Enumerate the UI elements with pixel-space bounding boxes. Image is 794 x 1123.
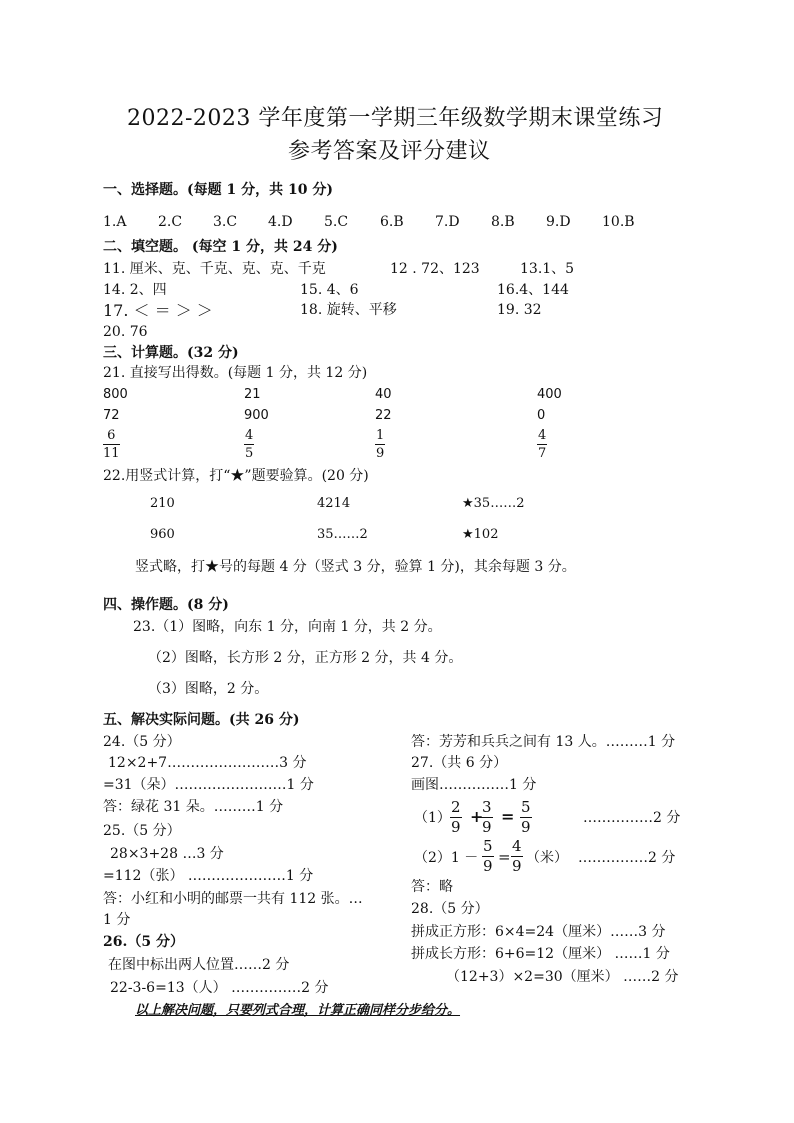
q27-fraction-3-9: 3 9 xyxy=(482,798,492,836)
q27-unit: （米） xyxy=(526,850,568,866)
q25-answer: 答：小红和小明的邮票一共有 112 张。… xyxy=(103,891,363,907)
q25-step-1: 28×3+28 …3 分 xyxy=(110,846,224,862)
q27-part-1-score: ……………2 分 xyxy=(583,810,681,826)
q21-fraction-2: 4 5 xyxy=(245,428,254,461)
section-2-heading: 二、填空题。 (每空 1 分，共 24 分) xyxy=(103,239,338,255)
q25: 25.（5 分） xyxy=(103,823,181,839)
q15: 15. 4、6 xyxy=(300,282,359,298)
answer-9: 9.D xyxy=(546,214,571,230)
q27-fraction-4-9: 4 9 xyxy=(512,837,522,875)
q28: 28.（5 分） xyxy=(411,901,489,917)
q24-step-2: =31（朵）……………………1 分 xyxy=(103,777,314,793)
q18: 18. 旋转、平移 xyxy=(300,302,397,318)
answer-1: 1.A xyxy=(103,214,127,230)
q19: 19. 32 xyxy=(497,302,542,318)
q27-equals-2: = xyxy=(498,848,511,866)
section-5-heading: 五、解决实际问题。(共 26 分) xyxy=(103,712,300,728)
q21-r1-c2: 21 xyxy=(244,387,261,402)
answer-10: 10.B xyxy=(602,214,635,230)
q13: 13.1、5 xyxy=(520,261,575,277)
q27-drawing: 画图……………1 分 xyxy=(411,777,537,793)
q22: 22.用竖式计算，打“★”题要验算。(20 分) xyxy=(103,468,369,484)
answer-2: 2.C xyxy=(158,214,183,230)
q21-r2-c1: 72 xyxy=(103,408,120,423)
q28-step-1: 拼成正方形：6×4=24（厘米）……3 分 xyxy=(411,924,666,940)
q21-r1-c3: 40 xyxy=(375,387,392,402)
section-1-heading: 一、选择题。(每题 1 分，共 10 分) xyxy=(103,182,333,198)
q27-part-2-label: （2）1 － xyxy=(414,850,479,866)
q27-fraction-5-9-b: 5 9 xyxy=(483,837,493,875)
answer-7: 7.D xyxy=(435,214,460,230)
q25-step-2: =112（张） …………………1 分 xyxy=(103,868,314,884)
q22-r1-c3: ★35……2 xyxy=(462,496,525,511)
q22-r1-c1: 210 xyxy=(150,496,175,511)
q21: 21. 直接写出得数。(每题 1 分，共 12 分) xyxy=(103,365,368,381)
q16: 16.4、144 xyxy=(497,282,569,298)
q28-step-2: 拼成长方形：6+6=12（厘米） ……1 分 xyxy=(411,946,670,962)
q24-answer: 答：绿花 31 朵。………1 分 xyxy=(103,799,284,815)
page-subtitle: 参考答案及评分建议 xyxy=(288,139,491,164)
q24-step-1: 12×2+7……………………3 分 xyxy=(108,755,307,771)
q27-part-1-label: （1） xyxy=(414,810,451,826)
answer-6: 6.B xyxy=(380,214,404,230)
q23-1: 23.（1）图略，向东 1 分，向南 1 分，共 2 分。 xyxy=(133,619,442,635)
q21-fraction-4: 4 7 xyxy=(538,428,547,461)
q21-r2-c2: 900 xyxy=(244,408,269,423)
q26: 26.（5 分） xyxy=(103,934,184,950)
q27-equals-1: = xyxy=(501,807,515,826)
q23-3: （3）图略，2 分。 xyxy=(148,681,269,697)
section-3-heading: 三、计算题。(32 分) xyxy=(103,345,239,361)
q22-r2-c1: 960 xyxy=(150,527,175,542)
q17: 17. ＜ ＝ ＞ ＞ xyxy=(103,301,213,320)
q24: 24.（5 分） xyxy=(103,734,181,750)
q27-answer: 答：略 xyxy=(411,879,453,895)
q22-note: 竖式略，打★号的每题 4 分（竖式 3 分，验算 1 分)，其余每题 3 分。 xyxy=(135,559,576,575)
q26-step-1: 在图中标出两人位置……2 分 xyxy=(108,957,290,973)
answer-5: 5.C xyxy=(324,214,349,230)
section-4-heading: 四、操作题。(8 分) xyxy=(103,597,229,613)
q22-r1-c2: 4214 xyxy=(317,496,351,511)
q21-fraction-3: 1 9 xyxy=(376,428,385,461)
answer-4: 4.D xyxy=(268,214,293,230)
q21-r2-c3: 22 xyxy=(375,408,392,423)
answer-3: 3.C xyxy=(213,214,238,230)
footer-note: 以上解决问题，只要列式合理，计算正确同样分步给分。 xyxy=(135,1003,461,1018)
q26-step-2: 22-3-6=13（人） ……………2 分 xyxy=(110,980,329,996)
page-title: 2022-2023 学年度第一学期三年级数学期末课堂练习 xyxy=(127,106,664,131)
q22-r2-c3: ★102 xyxy=(462,527,499,542)
answer-8: 8.B xyxy=(491,214,515,230)
q22-r2-c2: 35……2 xyxy=(317,527,368,542)
q27-fraction-2-9: 2 9 xyxy=(451,798,461,836)
q14: 14. 2、四 xyxy=(103,282,167,298)
q28-step-3: （12+3）×2=30（厘米） ……2 分 xyxy=(446,969,679,985)
q27: 27.（共 6 分） xyxy=(411,755,508,771)
q27-part-2-score: ……………2 分 xyxy=(578,850,676,866)
q23-2: （2）图略，长方形 2 分，正方形 2 分，共 4 分。 xyxy=(148,650,463,666)
q20: 20. 76 xyxy=(103,324,148,340)
q27-plus: + xyxy=(470,807,484,826)
q21-r1-c1: 800 xyxy=(103,387,128,402)
q12: 12 . 72、123 xyxy=(390,261,480,277)
q11: 11. 厘米、克、千克、克、克、千克 xyxy=(103,261,326,277)
q21-r1-c4: 400 xyxy=(537,387,562,402)
q25-answer-score: 1 分 xyxy=(103,912,131,928)
q27-fraction-5-9-a: 5 9 xyxy=(521,798,531,836)
q21-fraction-1: 6 11 xyxy=(103,428,120,461)
q26-answer: 答：芳芳和兵兵之间有 13 人。………1 分 xyxy=(411,734,676,750)
q21-r2-c4: 0 xyxy=(537,408,546,423)
